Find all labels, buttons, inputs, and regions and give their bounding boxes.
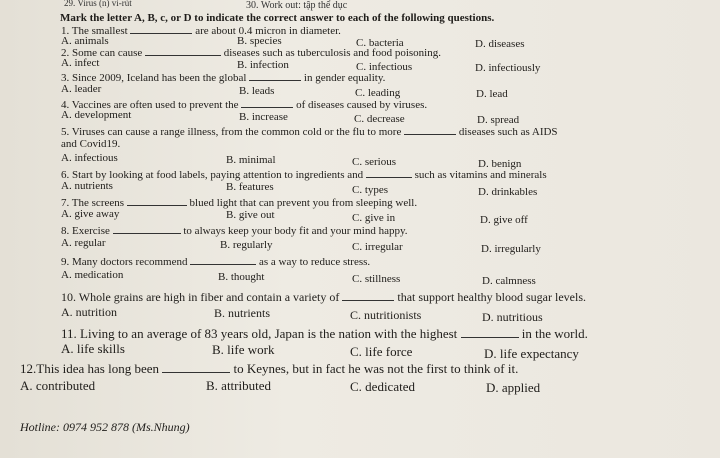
stem-text: 7. The screens [61, 197, 125, 209]
option-b[interactable]: B. nutrients [214, 306, 270, 320]
question-stem [61, 255, 370, 268]
option-a[interactable]: A. leader [61, 83, 102, 95]
option-a[interactable]: A. infectious [61, 152, 118, 164]
question-stem [61, 71, 385, 84]
stem-text: 8. Exercise [61, 225, 110, 237]
question-stem [61, 224, 408, 237]
question-stem [61, 168, 547, 181]
answer-blank[interactable] [113, 224, 181, 234]
instruction: Mark the letter A, B, c, or D to indicate the correct answer to each of the following questions. [60, 12, 495, 24]
option-c[interactable]: C. dedicated [350, 379, 415, 394]
option-a[interactable]: A. animals [61, 35, 109, 47]
option-c[interactable]: C. serious [352, 156, 396, 168]
stem-text: that support healthy blood sugar levels. [397, 290, 586, 304]
option-d[interactable]: D. nutritious [482, 310, 543, 324]
stem-text: to Keynes, but in fact he was not the first to think of it. [233, 361, 519, 376]
option-d[interactable]: D. spread [477, 114, 520, 126]
option-a[interactable]: A. life skills [61, 341, 125, 356]
answer-blank[interactable] [241, 98, 293, 108]
option-d[interactable]: D. irregularly [481, 243, 541, 255]
answer-blank[interactable] [342, 291, 394, 301]
option-d[interactable]: D. infectiously [475, 62, 541, 74]
stem-text: to always keep your body fit and your mind happy. [183, 225, 408, 237]
question-stem [61, 290, 586, 305]
answer-blank[interactable] [249, 71, 301, 81]
option-b[interactable]: B. give out [226, 209, 275, 221]
stem-text: 3. Since 2009, Iceland has been the global [61, 72, 247, 84]
option-b[interactable]: B. species [237, 35, 282, 47]
option-a[interactable]: A. regular [61, 237, 106, 249]
option-d[interactable]: D. life expectancy [484, 346, 579, 361]
option-d[interactable]: D. lead [476, 88, 508, 100]
option-b[interactable]: B. leads [239, 85, 275, 97]
answer-blank[interactable] [162, 363, 230, 373]
stem-text: in gender equality. [303, 72, 386, 84]
option-a[interactable]: A. contributed [20, 378, 96, 393]
stem-text: 9. Many doctors recommend [61, 256, 188, 268]
stem-text: blued light that can prevent you from sleeping well. [189, 197, 418, 209]
question-stem [61, 125, 558, 138]
answer-blank[interactable] [145, 46, 221, 56]
stem-text: 4. Vaccines are often used to prevent the [61, 99, 239, 111]
option-c[interactable]: C. bacteria [356, 37, 404, 49]
option-d[interactable]: D. calmness [482, 275, 536, 287]
option-a[interactable]: A. nutrition [61, 305, 117, 319]
option-a[interactable]: A. medication [61, 269, 124, 281]
option-d[interactable]: D. drinkables [478, 186, 538, 198]
option-a[interactable]: A. infect [61, 57, 100, 69]
option-b[interactable]: B. features [226, 181, 274, 193]
option-c[interactable]: C. leading [355, 87, 401, 99]
option-d[interactable]: D. benign [478, 158, 522, 170]
option-b[interactable]: B. minimal [226, 154, 276, 166]
option-d[interactable]: D. applied [486, 380, 541, 395]
stem-text: diseases such as tuberculosis and food poisoning. [223, 47, 441, 59]
stem-text: 12.This idea has long been [20, 361, 159, 376]
option-c[interactable]: C. types [352, 184, 389, 196]
answer-blank[interactable] [366, 168, 412, 178]
option-c[interactable]: C. life force [350, 344, 413, 359]
option-c[interactable]: C. infectious [356, 61, 413, 73]
stem-text: 5. Viruses can cause a range illness, from the common cold or the flu to more [61, 126, 402, 138]
hotline: Hotline: 0974 952 878 (Ms.Nhung) [20, 420, 190, 434]
stem-text: 2. Some can cause [61, 47, 143, 59]
option-c[interactable]: C. stillness [352, 273, 401, 285]
stem-text: 11. Living to an average of 83 years old, Japan is the nation with the highest [61, 326, 458, 341]
stem-text: such as vitamins and minerals [414, 169, 547, 181]
option-b[interactable]: B. thought [218, 271, 265, 283]
stem-text: are about 0.4 micron in diameter. [195, 25, 341, 37]
question-stem-continuation: and Covid19. [61, 138, 121, 150]
answer-blank[interactable] [127, 196, 187, 206]
stem-text: 6. Start by looking at food labels, paying attention to ingredients and [61, 169, 364, 181]
stem-text: in the world. [521, 326, 588, 341]
option-d[interactable]: D. diseases [475, 38, 525, 50]
answer-blank[interactable] [130, 24, 192, 34]
option-b[interactable]: B. life work [212, 342, 275, 357]
stem-text: 10. Whole grains are high in fiber and contain a variety of [61, 290, 340, 304]
answer-blank[interactable] [190, 255, 256, 265]
option-c[interactable]: C. irregular [352, 241, 403, 253]
question-stem [61, 326, 588, 342]
answer-blank[interactable] [404, 125, 456, 135]
stem-text: 1. The smallest [61, 25, 128, 37]
option-c[interactable]: C. decrease [354, 113, 405, 125]
vocab-note-work-out: 30. Work out: tập thể dục [246, 0, 348, 11]
vocab-note-virus: 29. Virus (n) vi-rút [64, 0, 132, 8]
option-a[interactable]: A. give away [61, 208, 120, 220]
option-d[interactable]: D. give off [480, 214, 528, 226]
option-c[interactable]: C. nutritionists [350, 308, 422, 322]
option-a[interactable]: A. development [61, 109, 132, 121]
answer-blank[interactable] [461, 328, 519, 338]
option-b[interactable]: B. increase [239, 111, 288, 123]
question-stem [20, 361, 518, 377]
option-b[interactable]: B. infection [237, 59, 289, 71]
option-b[interactable]: B. attributed [206, 378, 271, 393]
option-b[interactable]: B. regularly [220, 239, 273, 251]
stem-text: diseases such as AIDS [458, 126, 558, 138]
stem-text: of diseases caused by viruses. [296, 99, 428, 111]
option-c[interactable]: C. give in [352, 212, 396, 224]
stem-text: as a way to reduce stress. [258, 256, 371, 268]
question-stem [61, 46, 441, 59]
option-a[interactable]: A. nutrients [61, 180, 113, 192]
